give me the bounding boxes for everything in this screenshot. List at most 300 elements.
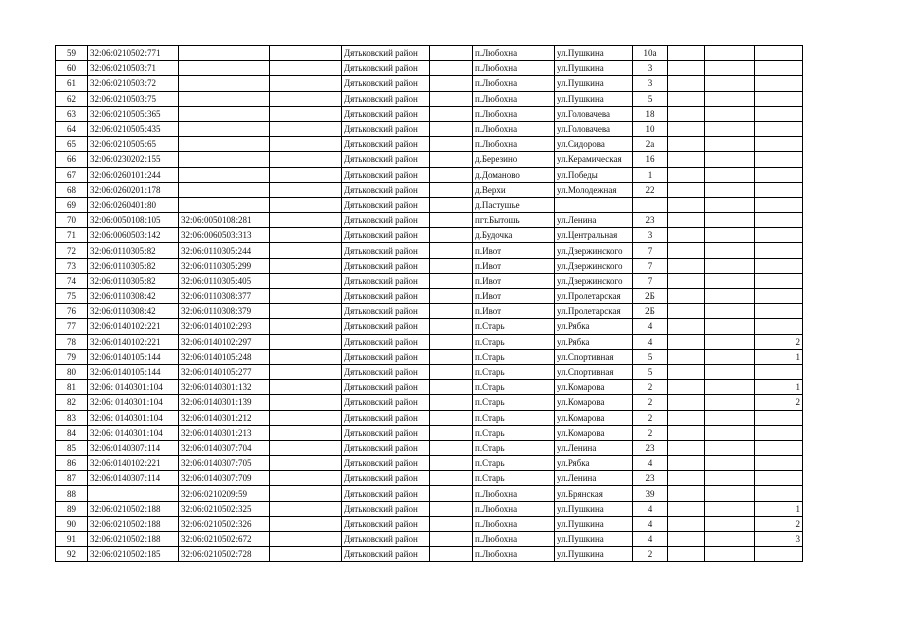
empty-cell (430, 289, 473, 304)
row-number-cell: 74 (56, 273, 88, 288)
premises-cadastral-number-cell: 32:06:0210502:326 (179, 516, 270, 531)
cadastral-number-cell: 32:06:0060503:142 (88, 228, 179, 243)
premises-cadastral-number-cell: 32:06:0140105:248 (179, 349, 270, 364)
empty-cell (270, 46, 342, 61)
empty-cell (705, 182, 755, 197)
empty-cell (270, 273, 342, 288)
cadastral-number-cell: 32:06: 0140301:104 (88, 380, 179, 395)
table-row (56, 440, 803, 455)
district-cell: Дятьковский район (342, 243, 430, 258)
street-cell: ул.Пушкина (555, 501, 633, 516)
empty-cell (705, 197, 755, 212)
empty-cell (270, 106, 342, 121)
house-number-cell: 2Б (633, 289, 668, 304)
house-number-cell: 4 (633, 334, 668, 349)
street-cell: ул.Молодежная (555, 182, 633, 197)
empty-cell (430, 167, 473, 182)
empty-cell (430, 471, 473, 486)
table-row (56, 167, 803, 182)
settlement-cell: п.Любохна (473, 61, 555, 76)
table-row (56, 501, 803, 516)
empty-cell (668, 516, 705, 531)
street-cell: ул.Пушкина (555, 516, 633, 531)
empty-cell (668, 76, 705, 91)
empty-cell (705, 501, 755, 516)
street-cell: ул.Рябка (555, 319, 633, 334)
settlement-cell: п.Старь (473, 425, 555, 440)
cadastral-number-cell: 32:06:0230202:155 (88, 152, 179, 167)
empty-cell (668, 501, 705, 516)
premises-cadastral-number-cell (179, 167, 270, 182)
cadastral-number-cell: 32:06:0140307:114 (88, 471, 179, 486)
premises-cadastral-number-cell: 32:06:0110305:405 (179, 273, 270, 288)
row-number-cell: 76 (56, 304, 88, 319)
district-cell: Дятьковский район (342, 425, 430, 440)
empty-cell (705, 137, 755, 152)
premises-cadastral-number-cell (179, 121, 270, 136)
street-cell: ул.Рябка (555, 334, 633, 349)
district-cell: Дятьковский район (342, 395, 430, 410)
house-number-cell: 23 (633, 213, 668, 228)
table-row (56, 258, 803, 273)
street-cell: ул.Комарова (555, 410, 633, 425)
cadastral-number-cell: 32:06:0260101:244 (88, 167, 179, 182)
house-number-cell: 4 (633, 456, 668, 471)
row-number-cell: 61 (56, 76, 88, 91)
apartment-number-cell: 2 (755, 395, 803, 410)
table-row (56, 46, 803, 61)
apartment-number-cell (755, 137, 803, 152)
district-cell: Дятьковский район (342, 547, 430, 562)
house-number-cell: 5 (633, 364, 668, 379)
settlement-cell: п.Любохна (473, 46, 555, 61)
district-cell: Дятьковский район (342, 76, 430, 91)
empty-cell (430, 380, 473, 395)
premises-cadastral-number-cell (179, 182, 270, 197)
house-number-cell: 3 (633, 228, 668, 243)
cadastral-number-cell: 32:06:0110308:42 (88, 289, 179, 304)
premises-cadastral-number-cell: 32:06:0140307:709 (179, 471, 270, 486)
property-registry-table (55, 45, 803, 562)
apartment-number-cell (755, 106, 803, 121)
empty-cell (270, 228, 342, 243)
row-number-cell: 66 (56, 152, 88, 167)
house-number-cell: 22 (633, 182, 668, 197)
cadastral-number-cell: 32:06:0210503:71 (88, 61, 179, 76)
cadastral-number-cell: 32:06:0140105:144 (88, 349, 179, 364)
table-row (56, 228, 803, 243)
row-number-cell: 82 (56, 395, 88, 410)
house-number-cell: 1 (633, 167, 668, 182)
empty-cell (430, 532, 473, 547)
empty-cell (668, 152, 705, 167)
empty-cell (705, 243, 755, 258)
cadastral-number-cell: 32:06:0140105:144 (88, 364, 179, 379)
district-cell: Дятьковский район (342, 501, 430, 516)
table-row (56, 137, 803, 152)
table-row (56, 91, 803, 106)
apartment-number-cell (755, 91, 803, 106)
street-cell: ул.Пушкина (555, 46, 633, 61)
empty-cell (705, 167, 755, 182)
empty-cell (668, 456, 705, 471)
empty-cell (270, 425, 342, 440)
empty-cell (430, 440, 473, 455)
empty-cell (668, 380, 705, 395)
house-number-cell: 16 (633, 152, 668, 167)
empty-cell (270, 258, 342, 273)
house-number-cell: 7 (633, 243, 668, 258)
empty-cell (668, 440, 705, 455)
apartment-number-cell: 2 (755, 334, 803, 349)
empty-cell (270, 213, 342, 228)
settlement-cell: п.Старь (473, 380, 555, 395)
empty-cell (430, 61, 473, 76)
empty-cell (668, 395, 705, 410)
street-cell: ул.Пушкина (555, 76, 633, 91)
empty-cell (668, 289, 705, 304)
table-row (56, 319, 803, 334)
cadastral-number-cell: 32:06:0140102:221 (88, 334, 179, 349)
empty-cell (270, 380, 342, 395)
table-row (56, 213, 803, 228)
premises-cadastral-number-cell: 32:06:0140105:277 (179, 364, 270, 379)
empty-cell (270, 547, 342, 562)
empty-cell (668, 213, 705, 228)
district-cell: Дятьковский район (342, 471, 430, 486)
premises-cadastral-number-cell: 32:06:0210502:728 (179, 547, 270, 562)
empty-cell (430, 46, 473, 61)
premises-cadastral-number-cell: 32:06:0050108:281 (179, 213, 270, 228)
house-number-cell: 4 (633, 501, 668, 516)
street-cell: ул.Рябка (555, 456, 633, 471)
empty-cell (668, 410, 705, 425)
cadastral-number-cell: 32:06:0210502:771 (88, 46, 179, 61)
apartment-number-cell (755, 152, 803, 167)
district-cell: Дятьковский район (342, 61, 430, 76)
apartment-number-cell (755, 471, 803, 486)
street-cell (555, 197, 633, 212)
premises-cadastral-number-cell (179, 106, 270, 121)
premises-cadastral-number-cell (179, 137, 270, 152)
empty-cell (270, 304, 342, 319)
row-number-cell: 67 (56, 167, 88, 182)
street-cell: ул.Спортивная (555, 349, 633, 364)
empty-cell (430, 106, 473, 121)
district-cell: Дятьковский район (342, 364, 430, 379)
empty-cell (270, 61, 342, 76)
district-cell: Дятьковский район (342, 334, 430, 349)
empty-cell (270, 532, 342, 547)
district-cell: Дятьковский район (342, 349, 430, 364)
empty-cell (668, 167, 705, 182)
empty-cell (270, 501, 342, 516)
empty-cell (270, 76, 342, 91)
empty-cell (430, 137, 473, 152)
house-number-cell: 4 (633, 516, 668, 531)
empty-cell (705, 46, 755, 61)
empty-cell (705, 304, 755, 319)
settlement-cell: п.Любохна (473, 486, 555, 501)
table-row (56, 380, 803, 395)
house-number-cell: 5 (633, 91, 668, 106)
table-row (56, 61, 803, 76)
empty-cell (668, 486, 705, 501)
empty-cell (668, 547, 705, 562)
premises-cadastral-number-cell (179, 197, 270, 212)
premises-cadastral-number-cell (179, 46, 270, 61)
premises-cadastral-number-cell (179, 76, 270, 91)
empty-cell (430, 228, 473, 243)
empty-cell (668, 46, 705, 61)
empty-cell (430, 395, 473, 410)
empty-cell (270, 137, 342, 152)
row-number-cell: 87 (56, 471, 88, 486)
premises-cadastral-number-cell: 32:06:0210502:672 (179, 532, 270, 547)
empty-cell (270, 319, 342, 334)
street-cell: ул.Комарова (555, 380, 633, 395)
cadastral-number-cell: 32:06:0210505:365 (88, 106, 179, 121)
empty-cell (705, 440, 755, 455)
empty-cell (705, 395, 755, 410)
district-cell: Дятьковский район (342, 289, 430, 304)
row-number-cell: 89 (56, 501, 88, 516)
district-cell: Дятьковский район (342, 228, 430, 243)
row-number-cell: 70 (56, 213, 88, 228)
empty-cell (430, 152, 473, 167)
row-number-cell: 59 (56, 46, 88, 61)
empty-cell (270, 152, 342, 167)
street-cell: ул.Комарова (555, 395, 633, 410)
street-cell: ул.Брянская (555, 486, 633, 501)
cadastral-number-cell: 32:06:0110305:82 (88, 243, 179, 258)
empty-cell (270, 182, 342, 197)
settlement-cell: п.Старь (473, 395, 555, 410)
empty-cell (430, 258, 473, 273)
table-row (56, 289, 803, 304)
apartment-number-cell (755, 304, 803, 319)
empty-cell (270, 456, 342, 471)
district-cell: Дятьковский район (342, 516, 430, 531)
apartment-number-cell (755, 289, 803, 304)
table-row (56, 410, 803, 425)
empty-cell (705, 258, 755, 273)
street-cell: ул.Спортивная (555, 364, 633, 379)
empty-cell (668, 61, 705, 76)
apartment-number-cell (755, 228, 803, 243)
cadastral-number-cell: 32:06:0140307:114 (88, 440, 179, 455)
settlement-cell: п.Любохна (473, 532, 555, 547)
house-number-cell: 2Б (633, 304, 668, 319)
cadastral-number-cell: 32:06:0140102:221 (88, 456, 179, 471)
premises-cadastral-number-cell: 32:06:0140301:132 (179, 380, 270, 395)
table-row (56, 547, 803, 562)
table-row (56, 106, 803, 121)
empty-cell (705, 106, 755, 121)
cadastral-number-cell: 32:06:0140102:221 (88, 319, 179, 334)
settlement-cell: д.Верхи (473, 182, 555, 197)
apartment-number-cell: 1 (755, 349, 803, 364)
street-cell: ул.Дзержинского (555, 258, 633, 273)
apartment-number-cell (755, 410, 803, 425)
apartment-number-cell (755, 213, 803, 228)
settlement-cell: п.Старь (473, 319, 555, 334)
settlement-cell: пгт.Бытошь (473, 213, 555, 228)
premises-cadastral-number-cell: 32:06:0140102:297 (179, 334, 270, 349)
empty-cell (430, 213, 473, 228)
empty-cell (430, 319, 473, 334)
table-row (56, 516, 803, 531)
apartment-number-cell: 2 (755, 516, 803, 531)
row-number-cell: 63 (56, 106, 88, 121)
settlement-cell: п.Ивот (473, 243, 555, 258)
district-cell: Дятьковский район (342, 91, 430, 106)
house-number-cell: 23 (633, 471, 668, 486)
empty-cell (430, 91, 473, 106)
empty-cell (668, 106, 705, 121)
house-number-cell: 4 (633, 319, 668, 334)
district-cell: Дятьковский район (342, 304, 430, 319)
row-number-cell: 78 (56, 334, 88, 349)
empty-cell (430, 364, 473, 379)
cadastral-number-cell: 32:06:0210505:65 (88, 137, 179, 152)
empty-cell (705, 425, 755, 440)
empty-cell (705, 486, 755, 501)
empty-cell (270, 516, 342, 531)
street-cell: ул.Ленина (555, 213, 633, 228)
empty-cell (270, 471, 342, 486)
row-number-cell: 64 (56, 121, 88, 136)
house-number-cell: 39 (633, 486, 668, 501)
empty-cell (668, 319, 705, 334)
district-cell: Дятьковский район (342, 532, 430, 547)
street-cell: ул.Пушкина (555, 547, 633, 562)
document-sheet (55, 45, 803, 562)
premises-cadastral-number-cell: 32:06:0140307:704 (179, 440, 270, 455)
empty-cell (270, 349, 342, 364)
table-row (56, 486, 803, 501)
settlement-cell: п.Ивот (473, 273, 555, 288)
empty-cell (705, 213, 755, 228)
empty-cell (430, 501, 473, 516)
district-cell: Дятьковский район (342, 46, 430, 61)
apartment-number-cell (755, 61, 803, 76)
table-row (56, 121, 803, 136)
row-number-cell: 75 (56, 289, 88, 304)
cadastral-number-cell: 32:06:0210502:188 (88, 516, 179, 531)
table-row (56, 471, 803, 486)
row-number-cell: 91 (56, 532, 88, 547)
settlement-cell: п.Старь (473, 334, 555, 349)
row-number-cell: 84 (56, 425, 88, 440)
apartment-number-cell (755, 243, 803, 258)
house-number-cell: 3 (633, 61, 668, 76)
empty-cell (668, 243, 705, 258)
row-number-cell: 86 (56, 456, 88, 471)
apartment-number-cell (755, 364, 803, 379)
empty-cell (430, 425, 473, 440)
row-number-cell: 79 (56, 349, 88, 364)
empty-cell (430, 486, 473, 501)
empty-cell (705, 547, 755, 562)
house-number-cell: 3 (633, 76, 668, 91)
apartment-number-cell: 3 (755, 532, 803, 547)
empty-cell (270, 364, 342, 379)
settlement-cell: п.Любохна (473, 516, 555, 531)
house-number-cell: 7 (633, 258, 668, 273)
district-cell: Дятьковский район (342, 121, 430, 136)
apartment-number-cell (755, 197, 803, 212)
settlement-cell: п.Любохна (473, 137, 555, 152)
empty-cell (668, 349, 705, 364)
street-cell: ул.Пушкина (555, 61, 633, 76)
apartment-number-cell: 1 (755, 501, 803, 516)
apartment-number-cell (755, 167, 803, 182)
empty-cell (270, 197, 342, 212)
street-cell: ул.Головачева (555, 121, 633, 136)
cadastral-number-cell: 32:06:0210502:188 (88, 501, 179, 516)
empty-cell (705, 91, 755, 106)
settlement-cell: п.Ивот (473, 258, 555, 273)
empty-cell (705, 289, 755, 304)
empty-cell (705, 364, 755, 379)
apartment-number-cell (755, 273, 803, 288)
table-row (56, 152, 803, 167)
district-cell: Дятьковский район (342, 440, 430, 455)
settlement-cell: д.Пастушье (473, 197, 555, 212)
table-row (56, 334, 803, 349)
empty-cell (705, 380, 755, 395)
apartment-number-cell (755, 425, 803, 440)
district-cell: Дятьковский район (342, 410, 430, 425)
empty-cell (705, 410, 755, 425)
row-number-cell: 81 (56, 380, 88, 395)
settlement-cell: п.Старь (473, 410, 555, 425)
empty-cell (668, 334, 705, 349)
district-cell: Дятьковский район (342, 319, 430, 334)
house-number-cell: 18 (633, 106, 668, 121)
settlement-cell: п.Ивот (473, 289, 555, 304)
house-number-cell: 23 (633, 440, 668, 455)
table-body (56, 46, 803, 562)
empty-cell (668, 137, 705, 152)
apartment-number-cell (755, 456, 803, 471)
premises-cadastral-number-cell: 32:06:0140301:212 (179, 410, 270, 425)
table-row (56, 76, 803, 91)
house-number-cell: 2 (633, 425, 668, 440)
premises-cadastral-number-cell: 32:06:0110305:299 (179, 258, 270, 273)
district-cell: Дятьковский район (342, 106, 430, 121)
cadastral-number-cell: 32:06:0260401:80 (88, 197, 179, 212)
empty-cell (430, 334, 473, 349)
apartment-number-cell (755, 319, 803, 334)
empty-cell (705, 121, 755, 136)
apartment-number-cell (755, 486, 803, 501)
settlement-cell: д.Будочка (473, 228, 555, 243)
cadastral-number-cell: 32:06:0050108:105 (88, 213, 179, 228)
street-cell: ул.Головачева (555, 106, 633, 121)
street-cell: ул.Победы (555, 167, 633, 182)
premises-cadastral-number-cell: 32:06:0110305:244 (179, 243, 270, 258)
district-cell: Дятьковский район (342, 380, 430, 395)
district-cell: Дятьковский район (342, 182, 430, 197)
empty-cell (270, 486, 342, 501)
settlement-cell: п.Любохна (473, 91, 555, 106)
premises-cadastral-number-cell: 32:06:0140307:705 (179, 456, 270, 471)
empty-cell (668, 182, 705, 197)
street-cell: ул.Керамическая (555, 152, 633, 167)
house-number-cell: 10а (633, 46, 668, 61)
